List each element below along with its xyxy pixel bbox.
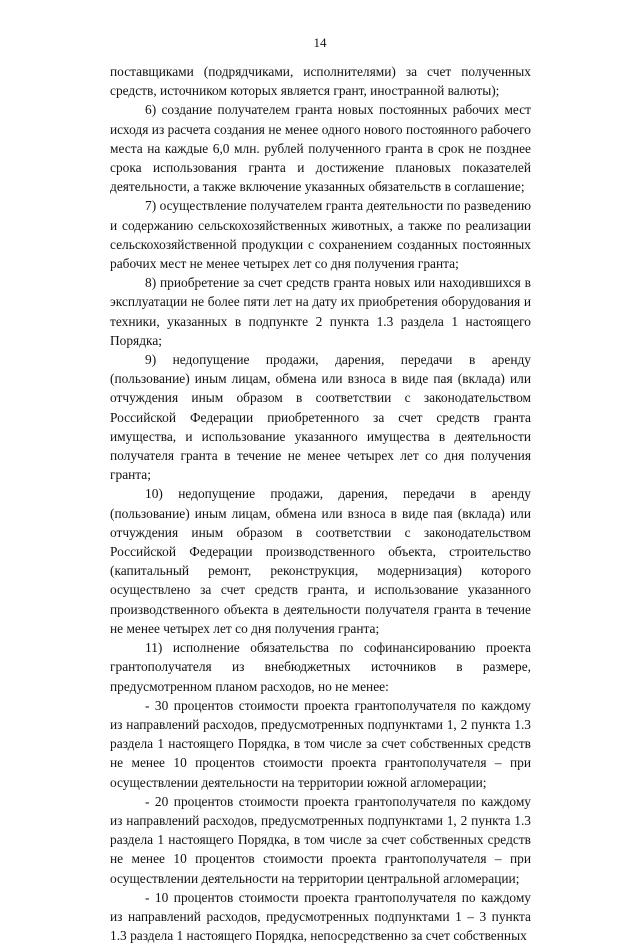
page-number: 14: [313, 35, 327, 50]
list-item-20-percent: - 20 процентов стоимости проекта грантополучателя по каждому из направлений расходов, предусмотренных подпунктами 1, 2 пункта 1.3 раздела 1 настоящего Порядка, в том числе за счет собственных средств не менее 10 процентов стоимости проекта грантополучателя – при осуществлении деятельности на территории центральной агломерации;: [110, 793, 531, 886]
paragraph-item-11: 11) исполнение обязательства по софинансированию проекта грантополучателя из внебюджетных источников в размере, предусмотренном планом расходов, но не менее:: [110, 640, 531, 694]
list-item-10-percent: - 10 процентов стоимости проекта грантополучателя по каждому из направлений расходов, предусмотренных подпунктами 1 – 3 пункта 1.3 раздела 1 настоящего Порядка, непосредственно за счет собственных: [110, 889, 531, 944]
paragraph-continuation: поставщиками (подрядчиками, исполнителями) за счет полученных средств, источником которых является грант, иностранной валюты);: [110, 64, 531, 99]
document-body: [110, 62, 531, 945]
paragraph-item-9: 9) недопущение продажи, дарения, передачи в аренду (пользование) иным лицам, обмена или взноса в виде пая (вклада) или отчуждения иным образом в соответствии с законодательством Российской Федерации приобретенного за счет средств гранта имущества, и использование указанного имущества в деятельности получателя гранта в течение не менее четырех лет со дня получения гранта;: [110, 352, 531, 483]
paragraph-item-6: 6) создание получателем гранта новых постоянных рабочих мест исходя из расчета создания не менее одного нового постоянного рабочего места на каждые 6,0 млн. рублей полученного гранта в срок не позднее срока использования гранта и достижение плановых показателей деятельности, а также включение указанных обязательств в соглашение;: [110, 102, 531, 195]
paragraph-item-7: 7) осуществление получателем гранта деятельности по разведению и содержанию сельскохозяйственных животных, а также по реализации сельскохозяйственной продукции с сохранением созданных постоянных рабочих мест не менее четырех лет со дня получения гранта;: [110, 198, 531, 272]
list-item-30-percent: - 30 процентов стоимости проекта грантополучателя по каждому из направлений расходов, предусмотренных подпунктами 1, 2 пункта 1.3 раздела 1 настоящего Порядка, в том числе за счет собственных средств не менее 10 процентов стоимости проекта грантополучателя – при осуществлении деятельности на территории южной агломерации;: [110, 697, 531, 790]
paragraph-item-10: 10) недопущение продажи, дарения, передачи в аренду (пользование) иным лицам, обмена или взноса в виде пая (вклада) или отчуждения иным образом в соответствии с законодательством Российской Федерации производственного объекта, строительство (капитальный ремонт, реконструкция, модернизация) которого осуществлено за счет средств гранта, и использование указанного производственного объекта в деятельности получателя гранта в течение не менее четырех лет со дня получения гранта;: [110, 486, 531, 636]
paragraph-item-8: 8) приобретение за счет средств гранта новых или находившихся в эксплуатации не более пяти лет на дату их приобретения оборудования и техники, указанных в подпункте 2 пункта 1.3 раздела 1 настоящего Порядка;: [110, 275, 531, 348]
